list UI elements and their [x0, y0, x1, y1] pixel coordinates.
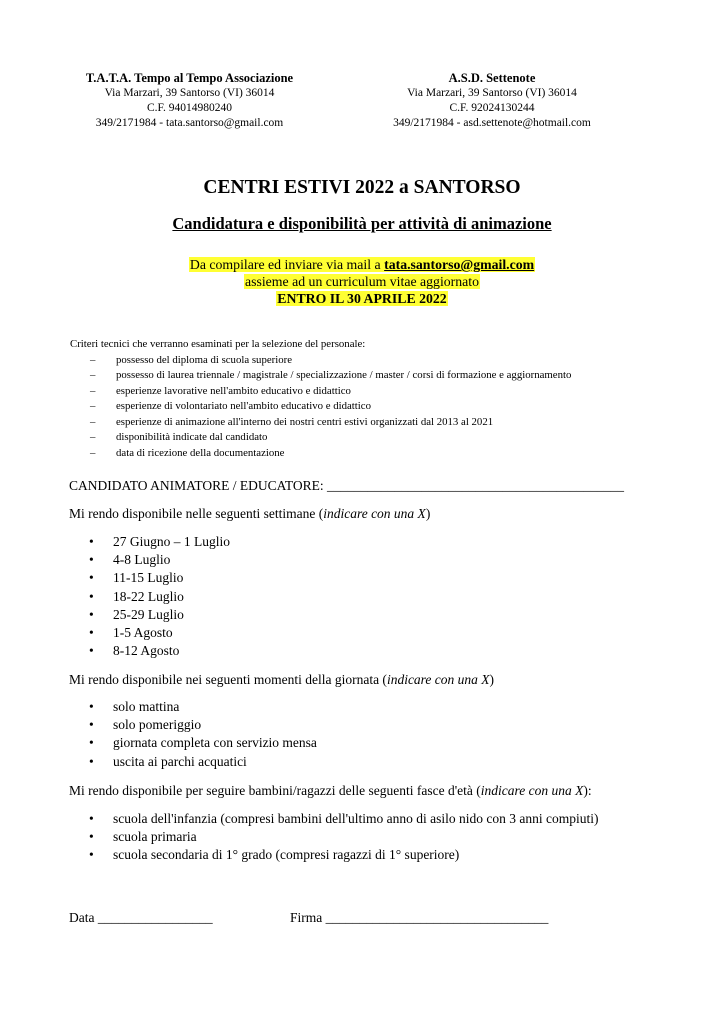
criteria-item-text: esperienze di volontariato nell'ambito educativo e didattico	[116, 400, 371, 412]
bullet-dot: •	[89, 829, 94, 845]
date-field[interactable]	[69, 910, 213, 926]
age-option-label: scuola secondaria di 1° grado (compresi ragazzi di 1° superiore)	[113, 847, 460, 863]
candidate-label: CANDIDATO ANIMATORE / EDUCATORE:	[69, 478, 328, 493]
signature-blank-line[interactable]: _________________________________	[325, 910, 549, 925]
intro-italic: indicare con una X	[480, 783, 584, 798]
bullet-dot: •	[89, 625, 94, 641]
criteria-item-text: possesso del diploma di scuola superiore	[116, 353, 293, 366]
moment-option-label: solo mattina	[113, 699, 180, 714]
criteria-item	[70, 368, 670, 384]
dash-bullet: –	[90, 369, 96, 381]
ages-intro	[69, 783, 669, 799]
criteria-intro: Criteri tecnici che verranno esaminati per la selezione del personale:	[70, 338, 366, 350]
criteria-item-text: possesso di laurea triennale / magistrale / specializzazione / master / corsi di formazione e aggiornamento	[116, 369, 572, 381]
week-option[interactable]	[69, 606, 669, 624]
bullet-dot: •	[89, 570, 94, 586]
moment-option[interactable]	[69, 734, 669, 752]
moment-option[interactable]	[69, 698, 669, 716]
criteria-list	[70, 353, 670, 462]
signature-label: Firma	[290, 910, 323, 925]
bullet-dot: •	[89, 552, 94, 568]
signature-field[interactable]	[290, 910, 548, 926]
candidate-blank-line[interactable]: ____________________________________________	[327, 478, 625, 493]
dash-bullet: –	[90, 431, 96, 443]
moment-option[interactable]	[69, 716, 669, 734]
week-option-label: 27 Giugno – 1 Luglio	[113, 534, 230, 549]
criteria-item	[70, 384, 670, 400]
week-option-label: 1-5 Agosto	[113, 625, 173, 641]
dash-bullet: –	[90, 353, 96, 366]
instruction-line-2: assieme ad un curriculum vitae aggiornato	[244, 274, 480, 289]
intro-italic: indicare con una X	[323, 506, 426, 521]
criteria-item-text: data di ricezione della documentazione	[116, 446, 285, 459]
dash-bullet: –	[90, 400, 96, 412]
bullet-dot: •	[89, 534, 94, 549]
week-option[interactable]	[69, 624, 669, 642]
organization-left	[62, 70, 317, 131]
moment-option-label: giornata completa con servizio mensa	[113, 735, 317, 751]
organization-address: Via Marzari, 39 Santorso (VI) 36014	[407, 87, 577, 99]
document-title: CENTRI ESTIVI 2022 a SANTORSO	[203, 177, 521, 198]
age-option-label: scuola dell'infanzia (compresi bambini dell'ultimo anno di asilo nido con 3 anni compiuti)	[113, 811, 599, 826]
bullet-dot: •	[89, 735, 94, 751]
organization-contact: 349/2171984 - tata.santorso@gmail.com	[95, 117, 284, 129]
week-option-label: 4-8 Luglio	[113, 552, 171, 568]
moments-intro	[69, 672, 669, 688]
intro-suffix: )	[489, 672, 495, 687]
criteria-item	[70, 446, 670, 462]
intro-suffix: )	[425, 506, 431, 521]
moment-option-label: solo pomeriggio	[113, 717, 202, 733]
intro-italic: indicare con una X	[386, 672, 490, 687]
bullet-dot: •	[89, 811, 94, 826]
criteria-item-text: esperienze di animazione all'interno dei nostri centri estivi organizzati dal 2013 al 2021	[116, 415, 494, 428]
bullet-dot: •	[89, 643, 94, 659]
week-option-label: 25-29 Luglio	[113, 606, 184, 622]
week-option[interactable]	[69, 588, 669, 606]
submission-instructions	[0, 256, 724, 307]
weeks-list	[69, 533, 669, 660]
age-option[interactable]	[69, 846, 669, 864]
week-option-label: 11-15 Luglio	[113, 570, 184, 586]
organization-name: T.A.T.A. Tempo al Tempo Associazione	[85, 71, 294, 85]
intro-suffix: ):	[583, 783, 592, 798]
instruction-line-1	[189, 257, 535, 272]
bullet-dot: •	[89, 588, 94, 604]
ages-list	[69, 810, 669, 865]
week-option[interactable]	[69, 642, 669, 660]
bullet-dot: •	[89, 699, 94, 714]
intro-text: Mi rendo disponibile per seguire bambini/ragazzi delle seguenti fasce d'età (	[69, 783, 481, 798]
moment-option-label: uscita ai parchi acquatici	[113, 753, 247, 769]
week-option[interactable]	[69, 569, 669, 587]
candidate-name-field[interactable]	[69, 478, 659, 494]
week-option-label: 8-12 Agosto	[113, 643, 180, 659]
email-link[interactable]: tata.santorso@gmail.com	[384, 257, 535, 272]
weeks-intro	[69, 506, 669, 522]
dash-bullet: –	[90, 446, 96, 459]
organization-address: Via Marzari, 39 Santorso (VI) 36014	[104, 87, 275, 99]
criteria-item	[70, 415, 670, 431]
date-blank-line[interactable]: _________________	[97, 910, 213, 925]
week-option[interactable]	[69, 533, 669, 551]
age-option[interactable]	[69, 810, 669, 828]
organization-fiscal-code: C.F. 92024130244	[449, 102, 535, 114]
date-label: Data	[69, 910, 95, 925]
criteria-item	[70, 353, 670, 369]
document-subtitle: Candidatura e disponibilità per attività di animazione	[172, 214, 552, 233]
moments-list	[69, 698, 669, 771]
age-option-label: scuola primaria	[113, 829, 197, 845]
criteria-item	[70, 430, 670, 446]
deadline-text: ENTRO IL 30 APRILE 2022	[277, 291, 447, 306]
age-option[interactable]	[69, 828, 669, 846]
criteria-item-text: disponibilità indicate dal candidato	[116, 431, 268, 443]
organization-contact: 349/2171984 - asd.settenote@hotmail.com	[393, 117, 591, 129]
dash-bullet: –	[90, 415, 96, 428]
moment-option[interactable]	[69, 753, 669, 771]
criteria-item	[70, 399, 670, 415]
dash-bullet: –	[90, 384, 96, 397]
organization-name: A.S.D. Settenote	[448, 71, 536, 85]
bullet-dot: •	[89, 717, 94, 733]
criteria-item-text: esperienze lavorative nell'ambito educativo e didattico	[116, 384, 351, 397]
bullet-dot: •	[89, 753, 94, 769]
week-option[interactable]	[69, 551, 669, 569]
selection-criteria	[70, 337, 670, 461]
week-option-label: 18-22 Luglio	[113, 588, 184, 604]
intro-text: Mi rendo disponibile nelle seguenti settimane (	[69, 506, 324, 521]
organization-fiscal-code: C.F. 94014980240	[146, 102, 233, 114]
bullet-dot: •	[89, 847, 94, 863]
organization-right	[372, 70, 612, 131]
intro-text: Mi rendo disponibile nei seguenti momenti della giornata (	[69, 672, 387, 687]
instruction-text: Da compilare ed inviare via mail a	[189, 257, 385, 272]
bullet-dot: •	[89, 606, 94, 622]
